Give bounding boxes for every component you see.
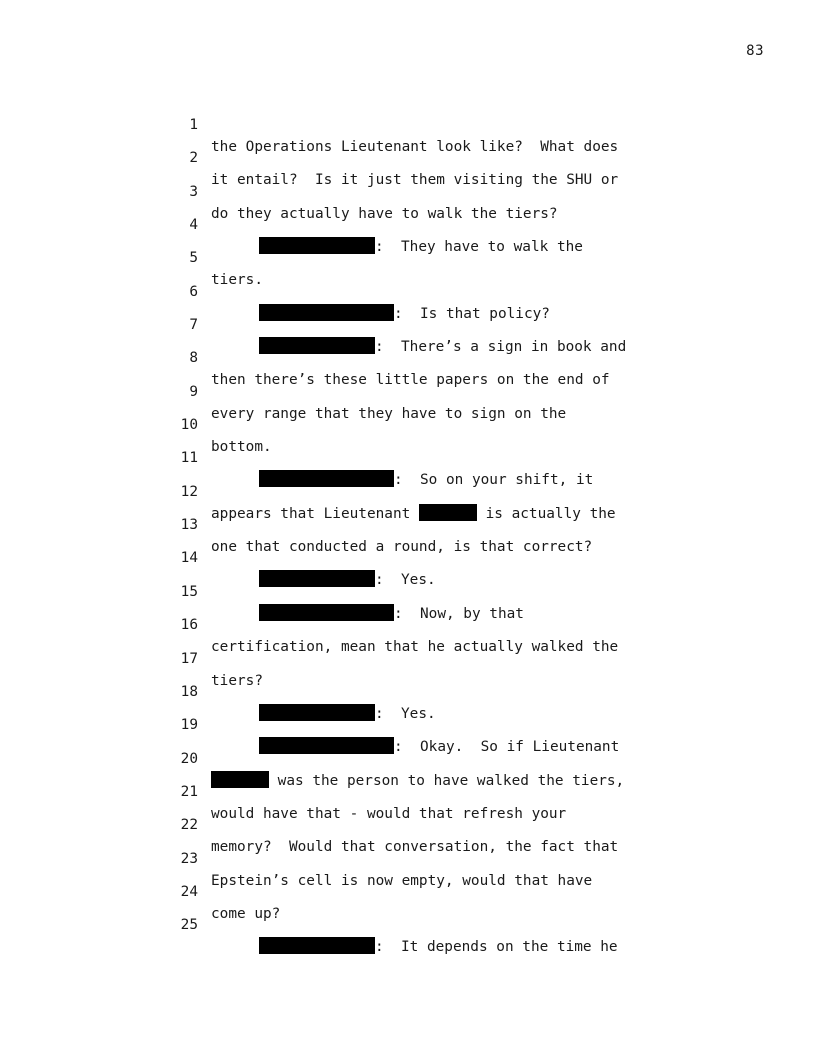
transcript-line-19 xyxy=(0,692,816,756)
line-number: 7 xyxy=(189,317,198,334)
line-text xyxy=(211,936,618,958)
speaker-text: : Okay. So if Lieutenant xyxy=(394,739,620,756)
transcript-line-25 xyxy=(0,892,816,956)
transcript-line-16 xyxy=(0,592,816,656)
line-number: 22 xyxy=(180,817,198,834)
text-before-redaction: appears that Lieutenant xyxy=(211,505,419,522)
transcript-line-17 xyxy=(0,626,816,689)
line-text: every range that they have to sign on the xyxy=(211,405,567,422)
transcript-line-23 xyxy=(0,826,816,889)
line-number: 25 xyxy=(180,917,198,934)
line-number: 20 xyxy=(180,750,198,767)
speaker-text: : Yes. xyxy=(375,572,436,589)
transcript-line-6 xyxy=(0,259,816,322)
line-number: 4 xyxy=(189,217,198,234)
line-text: would have that - would that refresh your xyxy=(211,805,567,822)
line-text: it entail? Is it just them visiting the SHU or xyxy=(211,172,619,189)
line-number: 16 xyxy=(180,617,198,634)
transcript-line-20 xyxy=(0,726,816,789)
line-number: 9 xyxy=(189,383,198,400)
line-number: 17 xyxy=(180,650,198,667)
transcript-line-8 xyxy=(0,325,816,389)
transcript-line-4 xyxy=(0,192,816,256)
line-text: one that conducted a round, is that correct? xyxy=(211,539,593,556)
transcript-line-13 xyxy=(0,492,816,556)
page-number: 83 xyxy=(746,43,764,59)
text-after-redaction: is actually the xyxy=(476,505,616,522)
transcript-lines xyxy=(0,92,816,956)
line-number: 15 xyxy=(180,583,198,600)
line-text: tiers. xyxy=(211,272,263,289)
line-number: 24 xyxy=(180,883,198,900)
text-after-redaction: was the person to have walked the tiers, xyxy=(269,772,625,789)
speaker-text: : There’s a sign in book and xyxy=(375,339,627,356)
line-text: bottom. xyxy=(211,439,272,456)
line-number: 14 xyxy=(180,550,198,567)
speaker-text: : It depends on the time he xyxy=(375,939,618,956)
line-text: Epstein’s cell is now empty, would that have xyxy=(211,872,593,889)
line-number: 5 xyxy=(189,250,198,267)
transcript-line-3 xyxy=(0,159,816,222)
transcript-line-1 xyxy=(0,92,816,155)
line-number: 6 xyxy=(189,283,198,300)
line-number: 11 xyxy=(180,450,198,467)
line-number: 8 xyxy=(189,350,198,367)
transcript-line-24 xyxy=(0,859,816,922)
transcript-line-5 xyxy=(0,225,816,289)
line-number: 2 xyxy=(189,150,198,167)
speaker-text: : Is that policy? xyxy=(394,305,550,322)
line-number: 10 xyxy=(180,417,198,434)
transcript-line-21 xyxy=(0,759,816,822)
speaker-text: : Now, by that xyxy=(394,605,524,622)
line-number: 3 xyxy=(189,183,198,200)
transcript-line-14 xyxy=(0,525,816,589)
line-text: certification, mean that he actually walked the xyxy=(211,639,619,656)
line-number: 12 xyxy=(180,483,198,500)
speaker-text: : Yes. xyxy=(375,705,436,722)
transcript-line-22 xyxy=(0,792,816,856)
line-text: come up? xyxy=(211,905,281,922)
speaker-text: : They have to walk the xyxy=(375,239,583,256)
transcript-line-7 xyxy=(0,292,816,356)
line-text: memory? Would that conversation, the fact that xyxy=(211,839,619,856)
line-number: 13 xyxy=(180,517,198,534)
line-text: do they actually have to walk the tiers? xyxy=(211,205,558,222)
transcript-line-11 xyxy=(0,425,816,489)
speaker-text: : So on your shift, it xyxy=(394,472,594,489)
line-text: then there’s these little papers on the end of xyxy=(211,372,610,389)
line-number: 1 xyxy=(189,117,198,133)
transcript-line-2 xyxy=(0,125,816,189)
transcript-line-12 xyxy=(0,459,816,522)
transcript-line-10 xyxy=(0,392,816,456)
transcript-line-18 xyxy=(0,659,816,722)
line-text: the Operations Lieutenant look like? What does xyxy=(211,139,619,155)
line-number: 18 xyxy=(180,683,198,700)
transcript-line-9 xyxy=(0,359,816,422)
line-text: tiers? xyxy=(211,672,263,689)
line-number: 19 xyxy=(180,717,198,734)
line-number: 21 xyxy=(180,783,198,800)
transcript-line-15 xyxy=(0,559,816,622)
line-number: 23 xyxy=(180,850,198,867)
redaction-block xyxy=(259,937,375,954)
